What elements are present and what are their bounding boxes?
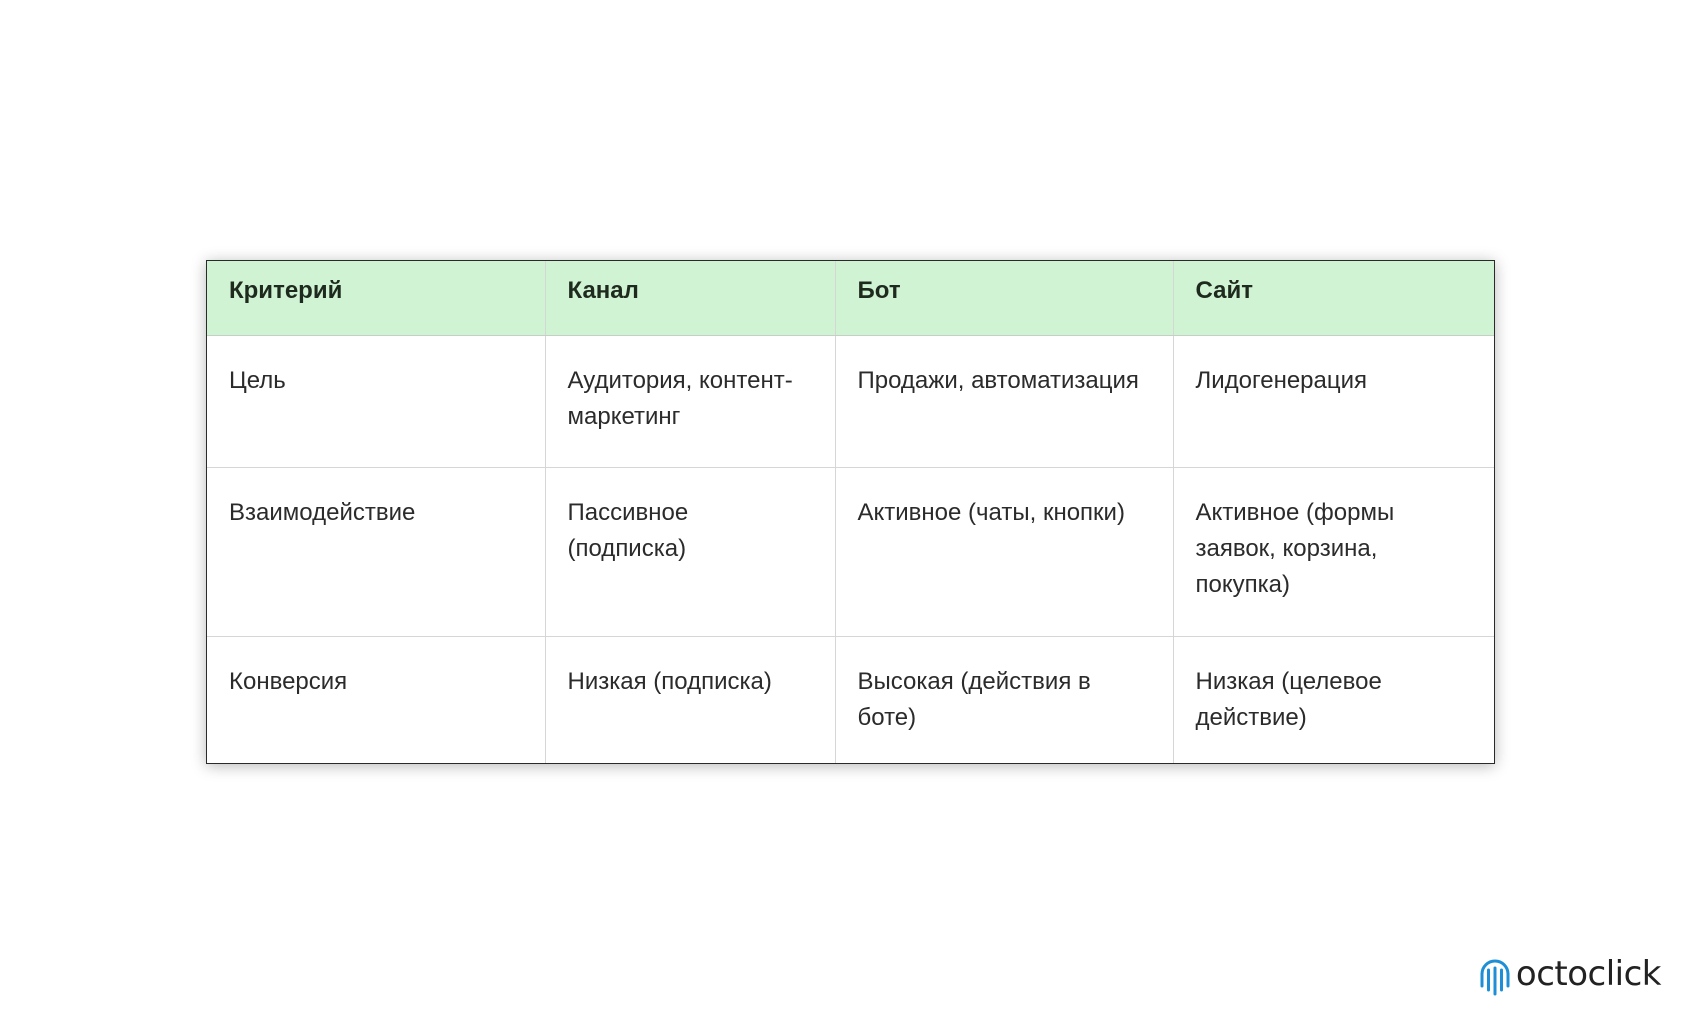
table-row (207, 636, 1494, 763)
table-header-row (207, 261, 1494, 335)
cell-bot: Активное (чаты, кнопки) (835, 467, 1173, 636)
header-bot: Бот (835, 261, 1173, 335)
cell-criterion: Взаимодействие (207, 467, 545, 636)
header-site: Сайт (1173, 261, 1494, 335)
cell-site: Лидогенерация (1173, 335, 1494, 467)
cell-channel: Пассивное (подписка) (545, 467, 835, 636)
comparison-table-container (206, 260, 1495, 764)
cell-criterion: Конверсия (207, 636, 545, 763)
logo-text: octoclick (1515, 954, 1661, 994)
cell-channel: Аудитория, контент-маркетинг (545, 335, 835, 467)
cell-site: Низкая (целевое действие) (1195, 667, 1382, 731)
cell-site: Активное (формы заявок, корзина, покупка) (1173, 467, 1494, 636)
octoclick-logo-icon (1478, 952, 1512, 996)
comparison-table (207, 261, 1494, 763)
cell-channel: Низкая (подписка) (545, 636, 835, 763)
octoclick-logo (1478, 952, 1661, 996)
cell-bot: Продажи, автоматизация (835, 335, 1173, 467)
header-criterion: Критерий (207, 261, 545, 335)
table-row (207, 335, 1494, 467)
cell-bot: Высокая (действия в боте) (835, 636, 1173, 763)
table-row (207, 467, 1494, 636)
cell-criterion: Цель (207, 335, 545, 467)
header-channel: Канал (545, 261, 835, 335)
